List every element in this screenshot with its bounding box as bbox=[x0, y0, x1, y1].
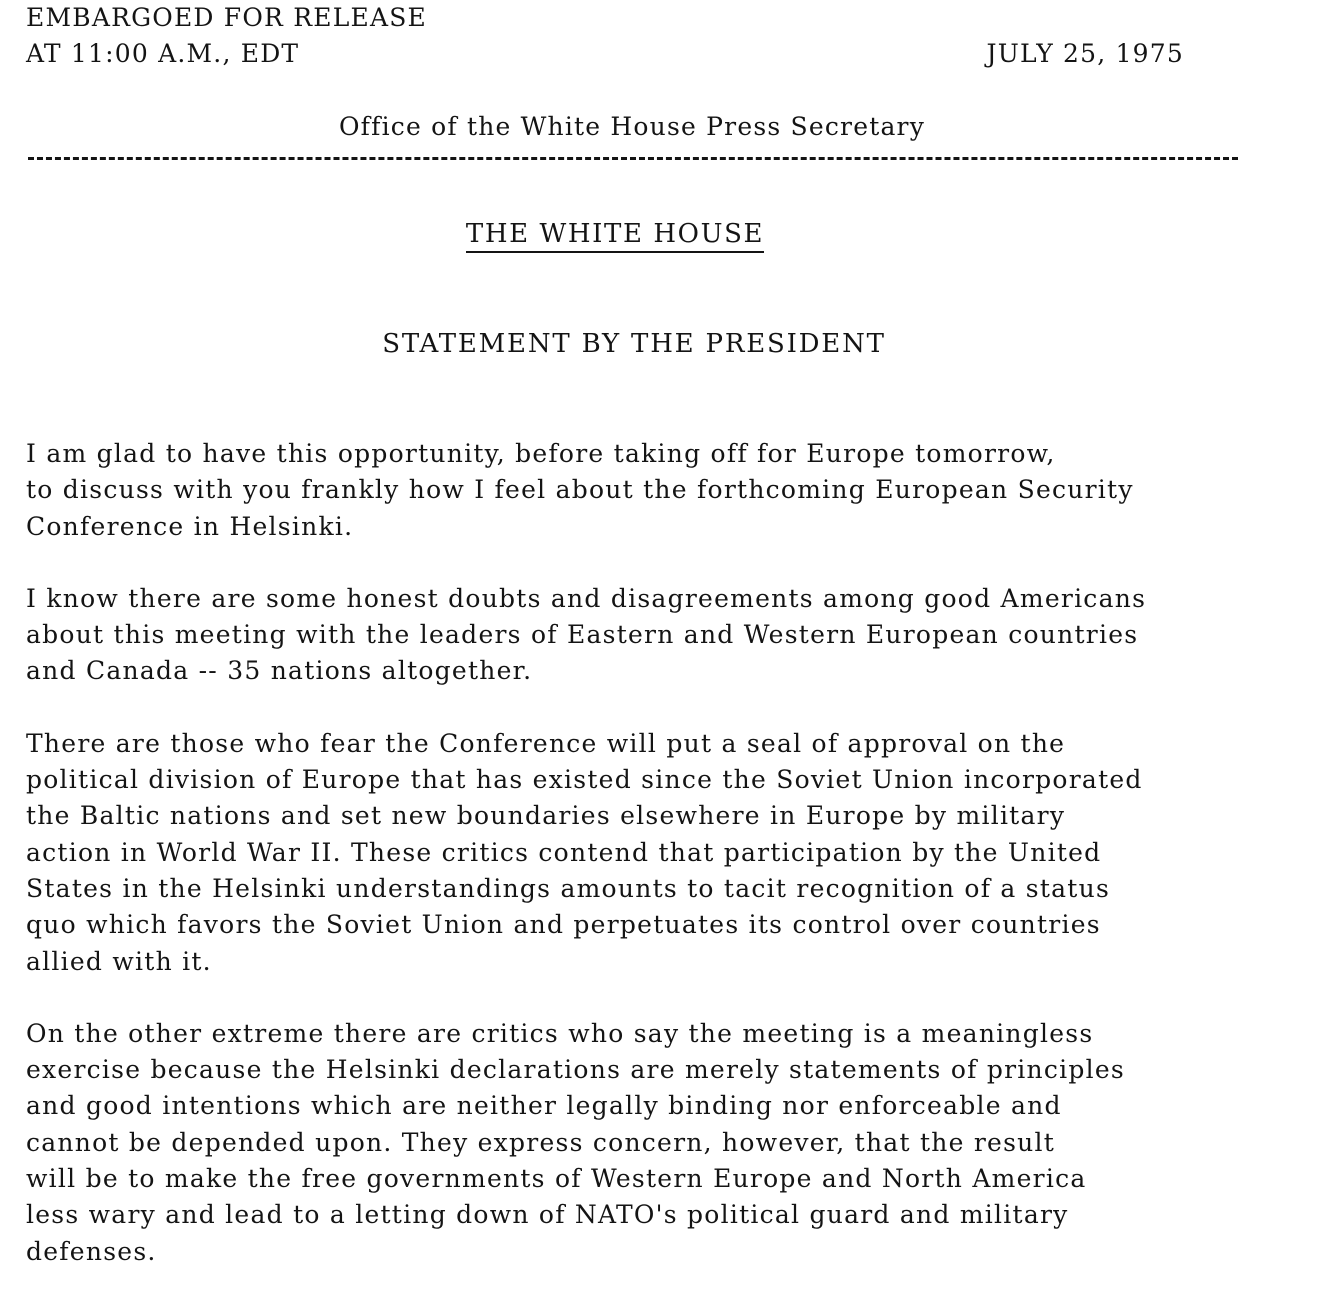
white-house-heading-text: THE WHITE HOUSE bbox=[466, 217, 764, 253]
paragraph-line: political division of Europe that has existed since the Soviet Union incorporated bbox=[26, 765, 1143, 795]
paragraph-line: about this meeting with the leaders of Eastern and Western European countries bbox=[26, 620, 1139, 650]
paragraph-line: Conference in Helsinki. bbox=[26, 511, 354, 541]
paragraph-line: quo which favors the Soviet Union and perpetuates its control over countries bbox=[26, 910, 1101, 940]
paragraph-line: to discuss with you frankly how I feel about the forthcoming European Security bbox=[26, 475, 1134, 505]
office-line: Office of the White House Press Secretary bbox=[338, 112, 926, 141]
paragraph-line: On the other extreme there are critics who say the meeting is a meaningless bbox=[26, 1018, 1094, 1048]
paragraph-line: will be to make the free governments of Western Europe and North America bbox=[26, 1164, 1087, 1194]
paragraph-line: exercise because the Helsinki declarations are merely statements of principles bbox=[26, 1055, 1125, 1085]
paragraph-line: allied with it. bbox=[26, 946, 212, 976]
paragraph-line: cannot be depended upon. They express concern, however, that the result bbox=[26, 1127, 1056, 1157]
statement-body bbox=[26, 436, 1326, 1306]
paragraph-line: There are those who fear the Conference will put a seal of approval on the bbox=[26, 728, 1066, 758]
embargo-notice-line-2: AT 11:00 A.M., EDT bbox=[26, 39, 300, 68]
paragraph-1 bbox=[26, 436, 1326, 545]
release-date: JULY 25, 1975 bbox=[986, 39, 1184, 68]
paragraph-line: and Canada -- 35 nations altogether. bbox=[26, 656, 533, 686]
paragraph-line: defenses. bbox=[26, 1236, 157, 1266]
paragraph-line: and good intentions which are neither legally binding nor enforceable and bbox=[26, 1091, 1062, 1121]
white-house-heading bbox=[0, 216, 1230, 253]
paragraph-line: I know there are some honest doubts and disagreements among good Americans bbox=[26, 583, 1147, 613]
paragraph-line: action in World War II. These critics contend that participation by the United bbox=[26, 837, 1102, 867]
paragraph-2 bbox=[26, 581, 1326, 690]
paragraph-4 bbox=[26, 1016, 1326, 1270]
paragraph-3 bbox=[26, 726, 1326, 980]
paragraph-line: the Baltic nations and set new boundaries elsewhere in Europe by military bbox=[26, 801, 1066, 831]
paragraph-line: States in the Helsinki understandings amounts to tacit recognition of a status bbox=[26, 873, 1111, 903]
embargo-notice-line-1: EMBARGOED FOR RELEASE bbox=[26, 3, 427, 32]
dashed-divider bbox=[28, 157, 1238, 160]
paragraph-line: I am glad to have this opportunity, before taking off for Europe tomorrow, bbox=[26, 439, 1056, 468]
paragraph-line: less wary and lead to a letting down of NATO's political guard and military bbox=[26, 1200, 1069, 1230]
statement-heading: STATEMENT BY THE PRESIDENT bbox=[382, 329, 886, 359]
